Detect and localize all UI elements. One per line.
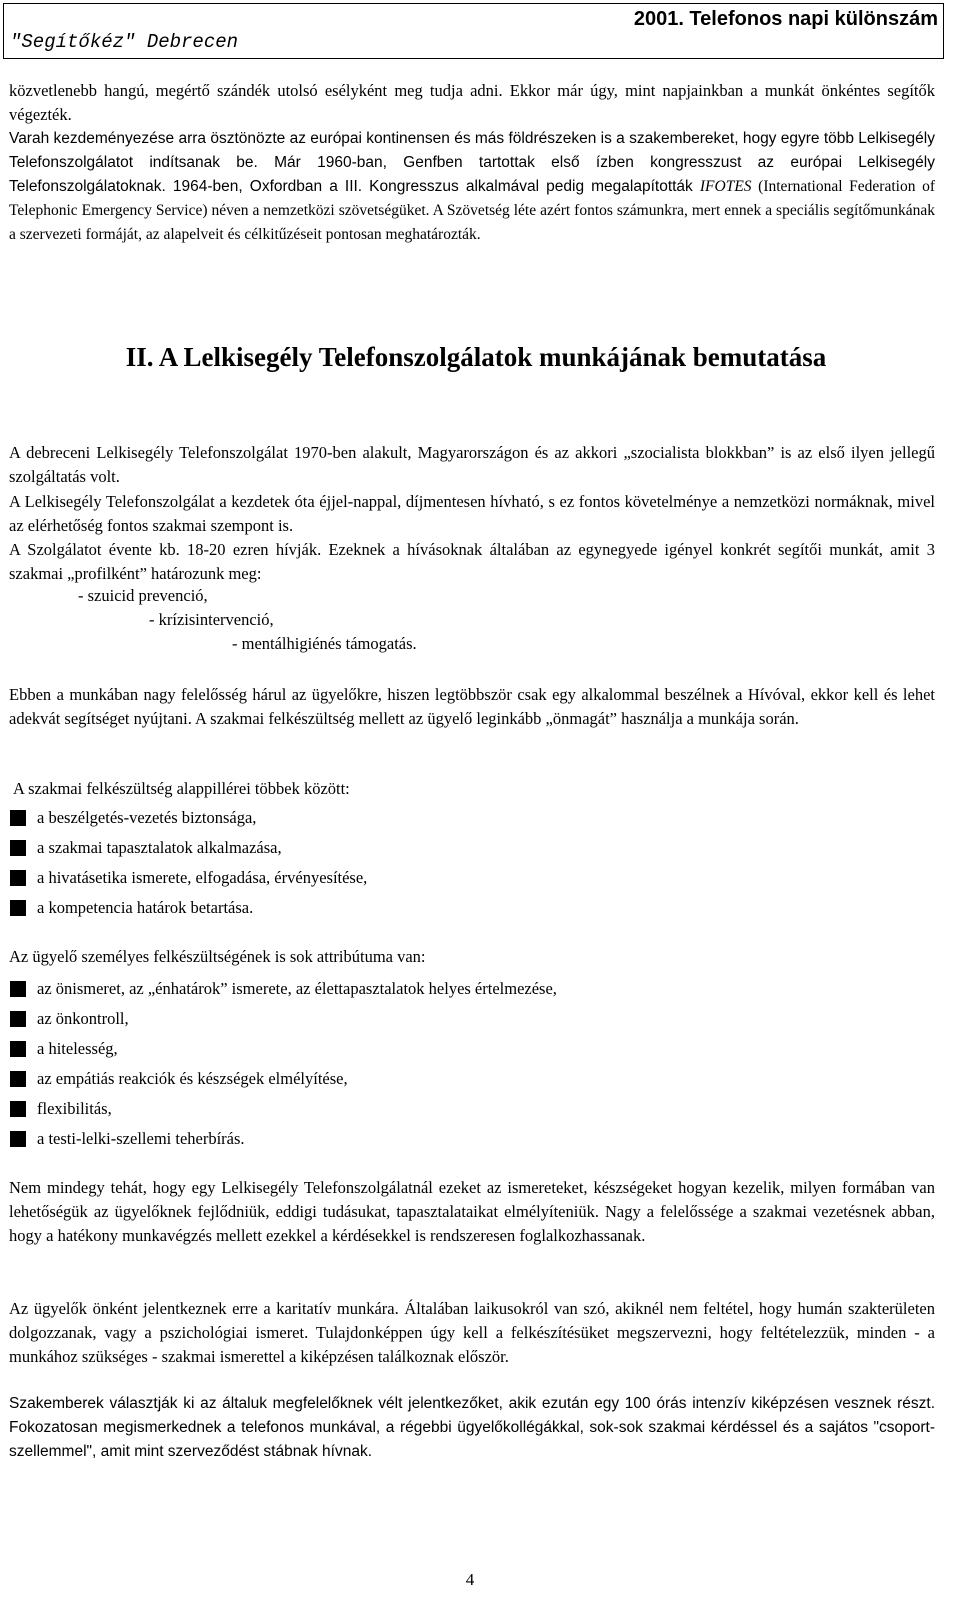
section-paragraph-5: Nem mindegy tehát, hogy egy Lelkisegély Telefonszolgálatnál ezeket az ismereteket, készségeket hogyan kezelik, milyen formában van lehetőségük az ügyelőknek fejlődniük, eddigi tudásukat, tapasztalataikat elmélyíteniük. Nagy a felelőssége a szakmai vezetésnek abban, hogy a hatékony munkavégzés mellett ezekkel a kérdésekkel is rendszeresen foglalkozhassanak. bbox=[9, 1178, 935, 1245]
bullet-square-icon bbox=[10, 840, 26, 856]
profile-item-3: - mentálhigiénés támogatás. bbox=[232, 634, 417, 653]
section-heading: II. A Lelkisegély Telefonszolgálatok munkájának bemutatása bbox=[125, 342, 827, 372]
intro-paragraph-2 bbox=[9, 127, 935, 247]
bullet-square-icon bbox=[10, 1131, 26, 1147]
section-paragraph-3: A Szolgálatot évente kb. 18-20 ezren hívják. Ezeknek a hívásoknak általában az egynegyede igényel konkrét segítői munkát, amit 3 szakmai „profilként” határozunk meg: bbox=[9, 540, 935, 583]
header-publisher: "Segítőkéz" Debrecen bbox=[10, 31, 239, 53]
section-paragraph-2: A Lelkisegély Telefonszolgálat a kezdetek óta éjjel-nappal, díjmentesen hívható, s ez fontos követelménye a nemzetközi normáknak, mivel az elérhetőség fontos szakmai szempont is. bbox=[9, 492, 935, 535]
list-item: az önismeret, az „énhatárok” ismerete, az élettapasztalatok helyes értelmezése, bbox=[9, 974, 557, 1004]
bullet-square-icon bbox=[10, 1071, 26, 1087]
intro-p2-part-b: (International Federation of Telephonic Emergency Service) néven a nemzetközi szövetségüket. A Szövetség léte azért fontos számunkra, mert ennek a speciális segítőmunkának a szervezeti formáját, az alapelveit és célkitűzéseit pontosan meghatározták. bbox=[9, 178, 935, 243]
page-number: 4 bbox=[465, 1570, 475, 1589]
bullet-square-icon bbox=[10, 900, 26, 916]
header-title: 2001. Telefonos napi különszám bbox=[633, 8, 938, 30]
list-item: az önkontroll, bbox=[9, 1004, 557, 1034]
intro-p2-part-a: Varah kezdeményezése arra ösztönözte az európai kontinensen és más földrészeken is a szakembereket, hogy egyre több Lelkisegély Telefonszolgálatot indítsanak be. Már 1960-ban, Genfben tartottak első ízben kongresszust az európai Lelkisegély Telefonszolgálatoknak. 1964-ben, Oxfordban a III. Kongresszus alkalmával pedig megalapították bbox=[9, 130, 935, 195]
profile-item-2: - krízisintervenció, bbox=[149, 610, 274, 629]
list-item: a szakmai tapasztalatok alkalmazása, bbox=[9, 833, 367, 863]
intro-text bbox=[9, 79, 935, 247]
bullet-square-icon bbox=[10, 870, 26, 886]
list-item: a hivatásetika ismerete, elfogadása, érvényesítése, bbox=[9, 863, 367, 893]
list-item: a testi-lelki-szellemi teherbírás. bbox=[9, 1124, 557, 1154]
section-paragraph-1: A debreceni Lelkisegély Telefonszolgálat 1970-ben alakult, Magyarországon és az akkori „szocialista blokkban” is az első ilyen jellegű szolgáltatás volt. bbox=[9, 443, 935, 486]
profile-item-1: - szuicid prevenció, bbox=[78, 586, 208, 605]
page-header bbox=[0, 0, 952, 54]
list-item: az empátiás reakciók és készségek elmélyítése, bbox=[9, 1064, 557, 1094]
list-2 bbox=[9, 974, 557, 1154]
list-item: flexibilitás, bbox=[9, 1094, 557, 1124]
section-paragraph-7: Szakemberek választják ki az általuk megfelelőknek vélt jelentkezőket, akik ezután egy 100 órás intenzív kiképzésen vesznek részt. Fokozatosan megismerkednek a telefonos munkával, a régebbi ügyelőkollégákkal, sok-sok szakmai kérdéssel és a sajátos "csoport-szellemmel", amit mint szerveződést stábnak hívnak. bbox=[9, 1395, 935, 1460]
ifotes-acronym: IFOTES bbox=[699, 178, 752, 195]
section-paragraph-6: Az ügyelők önként jelentkeznek erre a karitatív munkára. Általában laikusokról van szó, akiknél nem feltétel, hogy humán szakterületen dolgozzanak, vagy a pszichológiai ismeret. Tulajdonképpen úgy kell a felkészítésüket megszervezni, hogy feltételezzük, minden - a munkához szükséges - szakmai ismerettel a kiképzésen találkoznak először. bbox=[9, 1299, 935, 1366]
list-item: a hitelesség, bbox=[9, 1034, 557, 1064]
list-2-intro: Az ügyelő személyes felkészültségének is sok attribútuma van: bbox=[9, 947, 426, 966]
header-left-rule bbox=[3, 3, 4, 59]
header-top-rule bbox=[3, 3, 944, 4]
list-item: a beszélgetés-vezetés biztonsága, bbox=[9, 803, 367, 833]
header-right-rule bbox=[943, 3, 944, 59]
section-paragraph-4: Ebben a munkában nagy felelősség hárul az ügyelőkre, hiszen legtöbbször csak egy alkalommal beszélnek a Hívóval, ekkor kell és lehet adekvát segítséget nyújtani. A szakmai felkészültség mellett az ügyelő leginkább „önmagát” használja a munkája során. bbox=[9, 685, 935, 728]
bullet-square-icon bbox=[10, 1041, 26, 1057]
bullet-square-icon bbox=[10, 1101, 26, 1117]
intro-line-1: közvetlenebb hangú, megértő szándék utolsó esélyként meg tudja adni. Ekkor már úgy, mint napjainkban a munkát önkéntes segítők végezték. bbox=[9, 81, 935, 124]
list-1-intro: A szakmai felkészültség alappillérei többek között: bbox=[13, 779, 350, 798]
list-item: a kompetencia határok betartása. bbox=[9, 893, 367, 923]
list-1 bbox=[9, 803, 367, 923]
header-bottom-rule bbox=[3, 58, 944, 59]
bullet-square-icon bbox=[10, 1011, 26, 1027]
bullet-square-icon bbox=[10, 981, 26, 997]
bullet-square-icon bbox=[10, 810, 26, 826]
